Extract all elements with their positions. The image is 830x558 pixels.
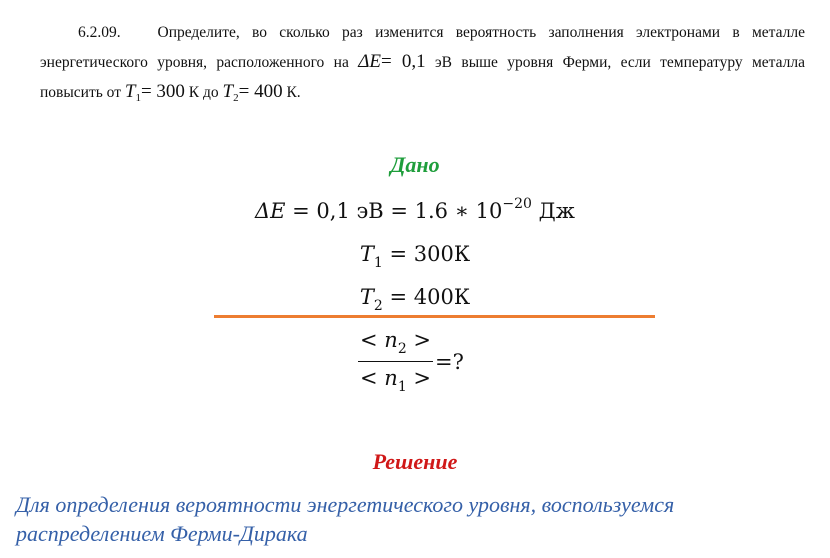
energy-rhs: = 0,1 эВ = 1.6 ∗ 10	[285, 199, 503, 223]
problem-text-1: Определите, во сколько раз изменится вероятность заполнения электронами в металле энергетического уровня, расположенного на	[40, 24, 805, 71]
problem-statement	[40, 18, 805, 113]
num-subscript: 2	[397, 341, 407, 357]
fraction-denominator	[358, 362, 433, 395]
num-right-bracket: >	[406, 328, 432, 352]
delta-e-value: = 0,1	[380, 51, 426, 72]
t1-value: = 300	[140, 81, 185, 102]
t2-rhs: = 400К	[382, 285, 471, 309]
energy-var: ΔE	[254, 199, 286, 223]
energy-unit: Дж	[531, 199, 576, 223]
t2-var: T	[359, 285, 374, 309]
t1-subscript: 1	[135, 92, 141, 104]
energy-exponent: −20	[502, 196, 532, 212]
solution-intro: Для определения вероятности энергетического уровня, воспользуемся распределением Ферми-Дирака	[16, 492, 675, 546]
given-t1-equation	[0, 242, 830, 271]
den-subscript: 1	[397, 379, 407, 395]
num-var: n	[384, 328, 398, 352]
question-fraction	[358, 328, 464, 395]
t2-symbol: T	[222, 81, 234, 102]
problem-text-2: эВ выше уровня Ферми, если температуру металла повысить от	[40, 54, 805, 101]
to-word: до	[203, 84, 219, 101]
solution-heading: Решение	[372, 449, 458, 474]
den-var: n	[384, 366, 398, 390]
t1-rhs: = 300К	[382, 242, 471, 266]
question-mark: =?	[435, 349, 464, 374]
den-right-bracket: >	[406, 366, 432, 390]
given-t2-equation	[0, 285, 830, 314]
t2-value: = 400	[238, 81, 283, 102]
given-energy-equation	[0, 196, 830, 223]
t1-var: T	[359, 242, 374, 266]
t2-var-subscript: 2	[373, 298, 383, 314]
fraction-stack	[358, 328, 433, 395]
t2-subscript: 2	[233, 92, 239, 104]
num-left-bracket: <	[360, 328, 385, 352]
fraction-numerator	[358, 328, 433, 362]
given-divider	[214, 315, 655, 318]
t1-symbol: T	[124, 81, 136, 102]
problem-number: 6.2.09.	[78, 24, 121, 41]
den-left-bracket: <	[360, 366, 385, 390]
given-heading: Дано	[390, 152, 440, 177]
t1-var-subscript: 1	[373, 255, 383, 271]
t1-unit: К	[188, 84, 200, 101]
delta-e-symbol: ΔE	[358, 51, 381, 72]
t2-unit: К.	[286, 84, 301, 101]
